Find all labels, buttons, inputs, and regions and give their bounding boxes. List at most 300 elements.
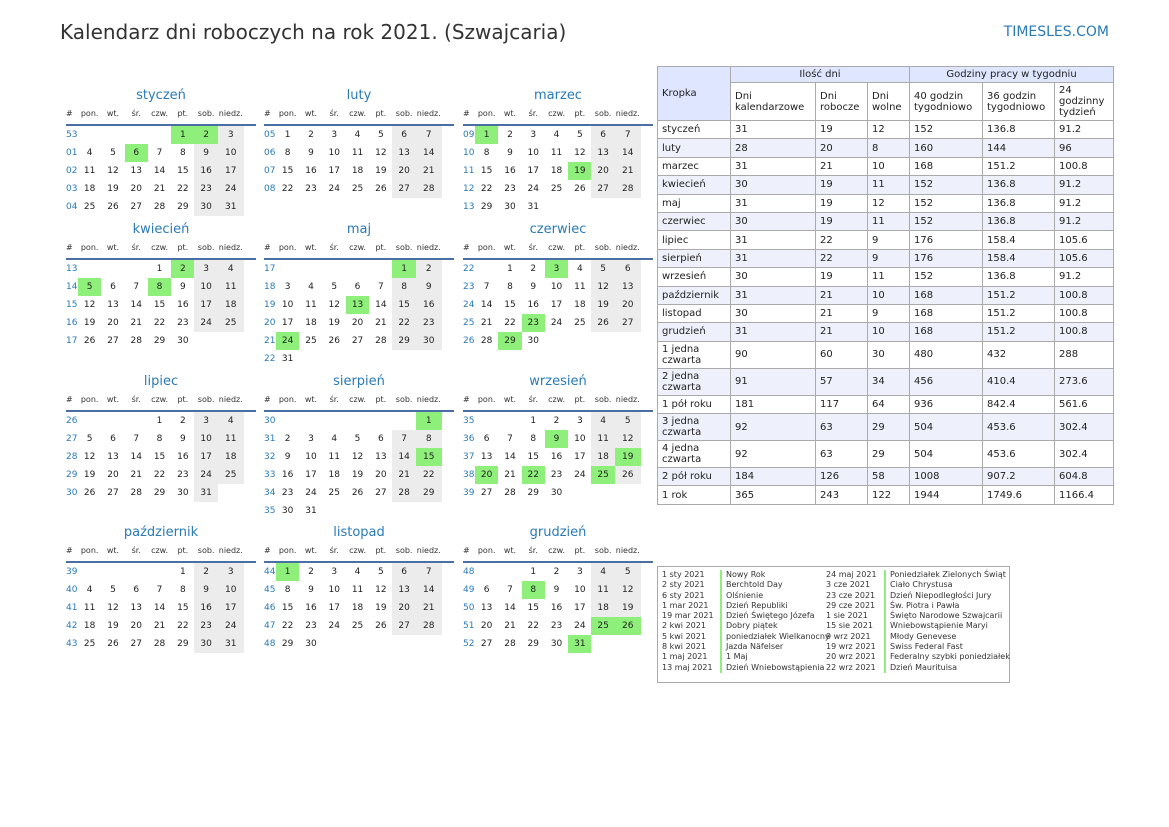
week-number: 17: [264, 264, 276, 274]
day-cell: 15: [416, 448, 442, 466]
day-cell: 14: [416, 581, 442, 599]
week-number: 46: [264, 603, 276, 613]
week-number: 01: [66, 148, 78, 158]
stats-cell: 11: [868, 268, 910, 286]
day-cell: [416, 502, 442, 520]
stats-cell: 30: [868, 341, 910, 368]
week-number: 25: [463, 318, 475, 328]
day-cell: [323, 412, 346, 430]
weekday-label: pon.: [80, 395, 99, 404]
week-number: 06: [264, 148, 276, 158]
period-label: listopad: [658, 304, 731, 322]
weekday-label: czw.: [349, 109, 367, 118]
weekday-label: śr.: [329, 109, 339, 118]
day-cell: 4: [86, 585, 93, 595]
week-row: [66, 126, 256, 144]
day-cell: 28: [153, 639, 166, 649]
week-row: [463, 126, 653, 144]
day-cell: 4: [553, 130, 560, 140]
day-cell: 14: [153, 603, 166, 613]
day-cell: [369, 260, 392, 278]
weekday-label: czw.: [151, 395, 169, 404]
day-cell: 9: [545, 430, 568, 448]
weekday-label: czw.: [548, 109, 566, 118]
day-cell: [323, 260, 346, 278]
week-row: [264, 350, 454, 368]
day-cell: 26: [591, 314, 614, 332]
stats-cell: 31: [731, 323, 816, 341]
day-cell: 24: [328, 184, 340, 194]
weekday-label: sob.: [197, 395, 215, 404]
weekday-label: czw.: [349, 395, 367, 404]
week-row: [463, 484, 653, 502]
day-cell: 29: [153, 336, 166, 346]
holiday-name: Swiss Federal Fast: [884, 642, 963, 652]
day-cell: 25: [218, 314, 244, 332]
stats-cell: 19: [816, 176, 868, 194]
day-cell: 19: [615, 599, 641, 617]
day-cell: 24: [574, 470, 586, 480]
weekday-label: pon.: [477, 546, 496, 555]
period-label: lipiec: [658, 231, 731, 249]
day-cell: 14: [504, 452, 516, 462]
day-cell: 24: [574, 621, 586, 631]
stats-row: [658, 249, 1114, 267]
week-number: 17: [66, 336, 78, 346]
week-row: [264, 563, 454, 581]
day-cell: 11: [550, 148, 563, 158]
stats-row: [658, 139, 1114, 157]
day-cell: 29: [177, 202, 189, 212]
weekday-label: pon.: [278, 243, 297, 252]
week-number: 43: [66, 639, 78, 649]
day-cell: 12: [351, 452, 364, 462]
month-calendar: [463, 374, 653, 502]
day-cell: 6: [392, 563, 415, 581]
day-cell: 30: [305, 639, 317, 649]
day-cell: 16: [527, 300, 539, 310]
week-row: [463, 162, 653, 180]
month-name: grudzień: [529, 525, 587, 540]
day-cell: 8: [148, 278, 171, 296]
day-cell: 26: [574, 184, 586, 194]
week-number: 15: [66, 300, 78, 310]
day-cell: 12: [83, 300, 96, 310]
weekday-label: pt.: [375, 109, 387, 118]
site-link[interactable]: TIMESLES.COM: [1003, 24, 1109, 40]
stats-cell: 63: [816, 441, 868, 468]
week-number: 22: [463, 264, 475, 274]
day-cell: 11: [351, 148, 364, 158]
day-cell: 18: [574, 300, 586, 310]
month-name: maj: [346, 222, 372, 237]
stats-cell: 29: [868, 414, 910, 441]
stats-cell: 31: [731, 286, 816, 304]
stats-cell: 31: [731, 249, 816, 267]
header-col: Dni kalendarzowe: [731, 83, 816, 121]
day-cell: 23: [550, 470, 563, 480]
day-cell: [346, 502, 369, 520]
weekday-label: wt.: [304, 243, 318, 252]
week-number: 33: [264, 470, 276, 480]
week-number: 26: [463, 336, 475, 346]
day-cell: [299, 412, 322, 430]
day-cell: 22: [153, 470, 166, 480]
month-name: październik: [123, 525, 199, 540]
week-row: [463, 296, 653, 314]
day-cell: 4: [591, 563, 614, 581]
week-row: [66, 448, 256, 466]
weekday-label: sob.: [594, 395, 612, 404]
day-cell: 26: [615, 466, 641, 484]
week-row: [264, 126, 454, 144]
stats-cell: 100.8: [1055, 323, 1114, 341]
day-cell: [346, 350, 369, 368]
day-cell: 29: [153, 488, 166, 498]
day-cell: 27: [130, 639, 142, 649]
week-row: [264, 332, 454, 350]
week-row: [264, 635, 454, 653]
day-cell: 11: [83, 166, 96, 176]
week-row: [66, 198, 256, 216]
day-cell: 25: [351, 184, 364, 194]
holiday-list: [657, 566, 1010, 683]
stats-cell: 21: [816, 286, 868, 304]
weekday-label: śr.: [329, 243, 339, 252]
stats-cell: 160: [910, 139, 983, 157]
holiday-item: [826, 601, 1010, 611]
stats-cell: 9: [868, 304, 910, 322]
period-label: 3 jedna czwarta: [658, 414, 731, 441]
weekday-label: #: [264, 395, 271, 404]
day-cell: 25: [328, 488, 340, 498]
day-cell: 15: [153, 452, 166, 462]
stats-cell: 91.2: [1055, 268, 1114, 286]
day-cell: 29: [177, 639, 189, 649]
day-cell: [323, 635, 346, 653]
day-cell: 17: [550, 300, 563, 310]
week-row: [66, 617, 256, 635]
day-cell: [148, 126, 171, 144]
stats-row: [658, 157, 1114, 175]
month-name: wrzesień: [529, 374, 587, 389]
week-row: [264, 617, 454, 635]
day-cell: [498, 563, 521, 581]
day-cell: 7: [133, 282, 140, 292]
day-cell: 28: [416, 180, 442, 198]
week-row: [66, 412, 256, 430]
day-cell: 28: [153, 202, 166, 212]
day-cell: 9: [530, 282, 537, 292]
stats-cell: 136.8: [983, 268, 1055, 286]
month-name: czerwiec: [529, 222, 587, 237]
holiday-name: Dzień Republiki: [720, 601, 788, 611]
day-cell: 2: [284, 434, 291, 444]
day-cell: 6: [133, 585, 140, 595]
day-cell: 23: [194, 617, 217, 635]
stats-cell: 34: [868, 368, 910, 395]
day-cell: 29: [281, 639, 294, 649]
day-cell: 18: [305, 318, 317, 328]
day-cell: 5: [377, 567, 384, 577]
day-cell: 22: [177, 184, 189, 194]
stats-row: [658, 194, 1114, 212]
week-row: [66, 466, 256, 484]
holiday-item: [662, 580, 830, 590]
stats-cell: 152: [910, 194, 983, 212]
weekday-label: pon.: [80, 109, 99, 118]
week-number: 19: [264, 300, 276, 310]
stats-cell: 168: [910, 304, 983, 322]
day-cell: 8: [507, 282, 513, 292]
day-cell: 5: [110, 148, 116, 158]
weekday-label: pt.: [177, 395, 189, 404]
day-cell: 18: [83, 184, 96, 194]
day-cell: 18: [591, 448, 614, 466]
day-cell: 8: [156, 434, 163, 444]
holiday-name: Ciało Chrystusa: [884, 580, 953, 590]
week-number: 35: [463, 416, 475, 426]
weekday-label: czw.: [151, 109, 169, 118]
week-number: 38: [463, 470, 475, 480]
day-cell: 29: [392, 332, 415, 350]
day-cell: [346, 412, 369, 430]
day-cell: 15: [527, 603, 539, 613]
day-cell: 12: [615, 430, 641, 448]
day-cell: 7: [377, 282, 384, 292]
holiday-date: 8 kwi 2021: [662, 642, 706, 652]
stats-cell: 144: [983, 139, 1055, 157]
week-number: 49: [463, 585, 475, 595]
header-ilosc-dni: Ilość dni: [731, 67, 910, 83]
week-number: 20: [264, 318, 276, 328]
day-cell: 3: [218, 563, 244, 581]
day-cell: 8: [416, 430, 442, 448]
day-cell: [78, 412, 101, 430]
week-row: [463, 180, 653, 198]
weekday-label: pt.: [177, 546, 189, 555]
holiday-item: [662, 663, 830, 673]
day-cell: [591, 635, 614, 653]
day-cell: [498, 412, 521, 430]
week-row: [264, 162, 454, 180]
day-cell: 15: [177, 166, 189, 176]
day-cell: 3: [576, 567, 583, 577]
month-calendar: [264, 374, 454, 520]
day-cell: 28: [416, 617, 442, 635]
day-cell: 17: [218, 599, 244, 617]
day-cell: 3: [530, 130, 537, 140]
holiday-name: Dzień Wniebowstąpienia: [720, 663, 824, 673]
day-cell: 10: [218, 144, 244, 162]
stats-cell: 302.4: [1055, 414, 1114, 441]
holiday-date: 15 sie 2021: [826, 621, 873, 631]
day-cell: 7: [483, 282, 490, 292]
month-name: luty: [346, 88, 372, 103]
day-cell: 22: [177, 621, 189, 631]
weekday-label: wt.: [503, 109, 517, 118]
week-row: [463, 430, 653, 448]
stats-cell: 1166.4: [1055, 486, 1114, 504]
day-cell: 6: [354, 282, 361, 292]
stats-cell: 22: [816, 231, 868, 249]
day-cell: 18: [328, 470, 340, 480]
day-cell: 31: [305, 506, 317, 516]
stats-cell: 604.8: [1055, 468, 1114, 486]
stats-cell: 21: [816, 157, 868, 175]
week-row: [463, 412, 653, 430]
week-number: 50: [463, 603, 475, 613]
stats-cell: 273.6: [1055, 368, 1114, 395]
stats-cell: 64: [868, 395, 910, 413]
day-cell: 22: [504, 318, 516, 328]
day-cell: 16: [194, 599, 217, 617]
day-cell: [369, 635, 392, 653]
weekday-label: śr.: [329, 395, 339, 404]
day-cell: 24: [550, 318, 563, 328]
day-cell: 8: [530, 434, 537, 444]
day-cell: 13: [591, 144, 614, 162]
day-cell: [475, 412, 498, 430]
stats-row: [658, 176, 1114, 194]
day-cell: [545, 198, 568, 216]
day-cell: 9: [308, 585, 314, 595]
day-cell: 29: [527, 639, 539, 649]
stats-cell: 20: [816, 139, 868, 157]
day-cell: 26: [107, 202, 119, 212]
day-cell: 28: [504, 488, 516, 498]
day-cell: 22: [281, 621, 294, 631]
day-cell: 21: [392, 466, 415, 484]
day-cell: 24: [194, 466, 217, 484]
day-cell: 10: [328, 148, 340, 158]
stats-cell: 432: [983, 341, 1055, 368]
holiday-item: [826, 580, 1010, 590]
stats-cell: 100.8: [1055, 304, 1114, 322]
day-cell: 6: [125, 144, 148, 162]
period-label: 1 rok: [658, 486, 731, 504]
week-row: [264, 581, 454, 599]
day-cell: 13: [346, 296, 369, 314]
day-cell: 16: [281, 470, 294, 480]
stats-table: [657, 66, 1114, 505]
week-row: [66, 635, 256, 653]
day-cell: 2: [553, 416, 560, 426]
day-cell: [78, 260, 101, 278]
stats-cell: 181: [731, 395, 816, 413]
day-cell: 7: [133, 434, 140, 444]
stats-row: [658, 486, 1114, 504]
day-cell: 13: [615, 278, 641, 296]
day-cell: 30: [281, 506, 294, 516]
day-cell: 18: [83, 621, 96, 631]
weekday-label: sob.: [197, 243, 215, 252]
holiday-item: [826, 632, 1010, 642]
day-cell: 9: [179, 282, 186, 292]
day-cell: 27: [480, 488, 493, 498]
day-cell: 14: [130, 452, 142, 462]
day-cell: 5: [615, 563, 641, 581]
week-number: 27: [66, 434, 78, 444]
weekday-header: [66, 104, 256, 126]
day-cell: [125, 412, 148, 430]
day-cell: 28: [480, 336, 493, 346]
day-cell: 15: [281, 603, 294, 613]
holiday-date: 24 maj 2021: [826, 570, 877, 579]
day-cell: 17: [328, 603, 340, 613]
day-cell: 4: [331, 434, 338, 444]
weekday-label: pt.: [177, 109, 189, 118]
day-cell: 25: [591, 617, 614, 635]
day-cell: 25: [83, 639, 96, 649]
day-cell: 27: [615, 314, 641, 332]
day-cell: 19: [107, 621, 119, 631]
day-cell: [591, 332, 614, 350]
day-cell: 8: [483, 148, 490, 158]
day-cell: 21: [130, 470, 142, 480]
week-row: [66, 296, 256, 314]
holiday-date: 2 kwi 2021: [662, 621, 706, 631]
day-cell: 2: [194, 126, 217, 144]
week-row: [264, 144, 454, 162]
stats-cell: 842.4: [983, 395, 1055, 413]
stats-cell: 302.4: [1055, 441, 1114, 468]
stats-cell: 91: [731, 368, 816, 395]
weekday-label: #: [264, 243, 271, 252]
weekday-header: [264, 390, 454, 412]
period-label: styczeń: [658, 121, 731, 139]
week-number: 10: [463, 148, 475, 158]
stats-cell: 243: [816, 486, 868, 504]
day-cell: [101, 126, 124, 144]
holiday-item: [662, 632, 830, 642]
holiday-name: Św. Piotra i Pawła: [884, 601, 959, 611]
holiday-item: [662, 591, 830, 601]
holiday-name: Dzień Niepodległości Jury: [884, 591, 991, 601]
header-col: Dni wolne: [868, 83, 910, 121]
stats-cell: 184: [731, 468, 816, 486]
day-cell: 20: [107, 318, 119, 328]
day-cell: 10: [574, 585, 586, 595]
day-cell: 1: [507, 264, 513, 274]
day-cell: 19: [83, 470, 96, 480]
stats-cell: 365: [731, 486, 816, 504]
stats-cell: 8: [868, 139, 910, 157]
day-cell: 24: [218, 180, 244, 198]
day-cell: 10: [194, 278, 217, 296]
day-cell: 29: [527, 488, 539, 498]
weekday-label: #: [463, 243, 470, 252]
day-cell: 10: [305, 452, 317, 462]
day-cell: 9: [308, 148, 314, 158]
stats-cell: 453.6: [983, 441, 1055, 468]
day-cell: 11: [218, 430, 244, 448]
stats-cell: 91.2: [1055, 194, 1114, 212]
weekday-label: sob.: [395, 395, 413, 404]
week-row: [264, 502, 454, 520]
day-cell: 11: [218, 278, 244, 296]
holiday-date: 22 wrz 2021: [826, 662, 876, 672]
period-label: 2 jedna czwarta: [658, 368, 731, 395]
day-cell: 11: [83, 603, 96, 613]
weekday-label: wt.: [503, 546, 517, 555]
week-row: [264, 180, 454, 198]
day-cell: 26: [375, 184, 387, 194]
stats-row: [658, 414, 1114, 441]
weekday-label: niedz.: [218, 243, 243, 252]
day-cell: [615, 635, 641, 653]
weekday-label: #: [66, 243, 73, 252]
